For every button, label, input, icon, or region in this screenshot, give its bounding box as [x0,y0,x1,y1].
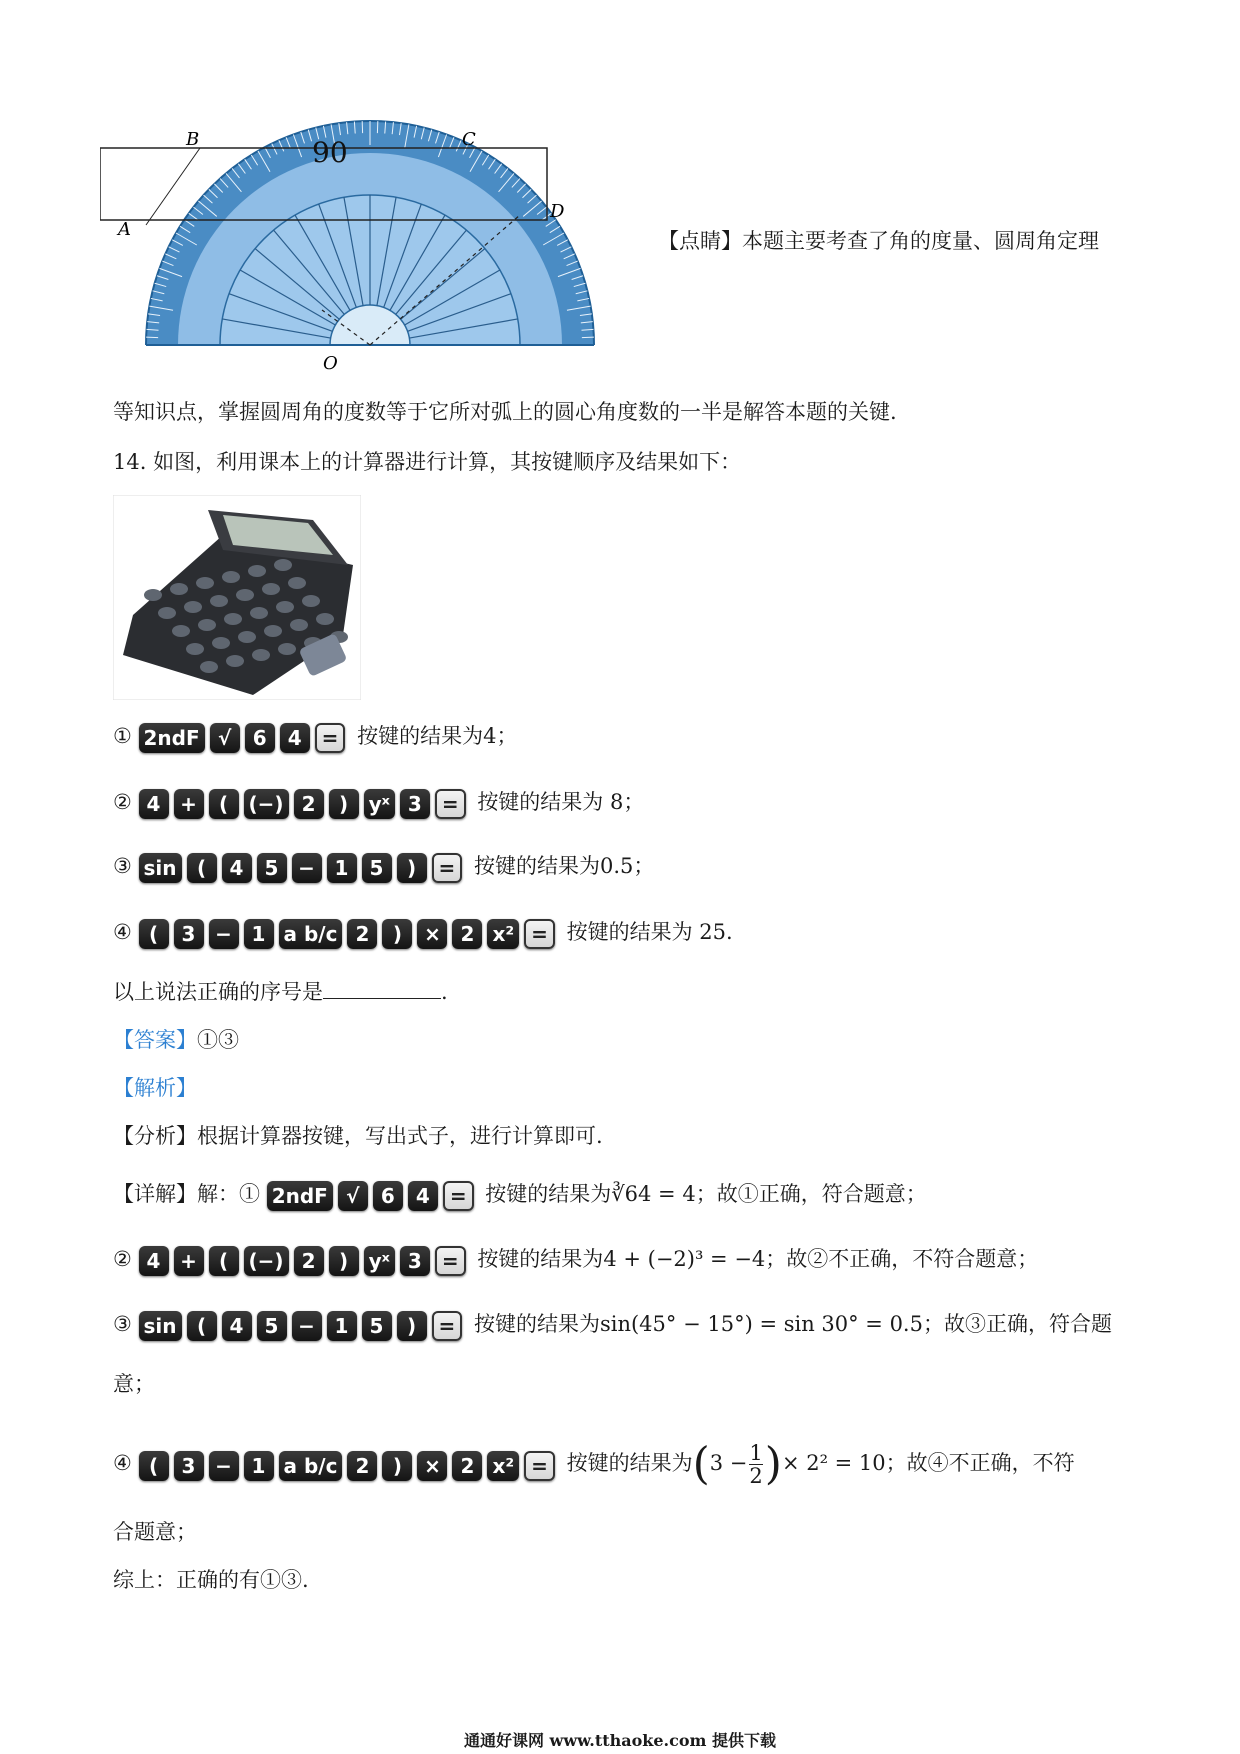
calc-key: ( [187,853,217,883]
calc-key: 3 [400,1246,430,1276]
xiangjie-expr-2: 4 + (−2)³ = −4 [603,1247,766,1271]
calc-key: 1 [327,853,357,883]
calc-key: 1 [327,1311,357,1341]
calc-key: 4 [139,789,169,819]
calc-key: = [435,789,466,819]
xiangjie-line4 [113,1435,1075,1493]
calc-key: yˣ [364,789,395,819]
calc-key: = [524,919,555,949]
label-A: A [118,219,131,240]
xiangjie-label: 【详解】解：① [113,1182,260,1206]
protractor-90-label: 90 [312,136,348,169]
calc-key: ) [397,1311,427,1341]
calc-key: = [524,1451,555,1481]
calc-key: 2 [294,1246,324,1276]
calc-key: = [315,723,346,753]
item-1-result: 按键的结果为4； [357,724,518,748]
calc-key: 2 [294,789,324,819]
calc-key: yˣ [364,1246,395,1276]
calc-key: 5 [362,853,392,883]
analysis-label: 【解析】 [113,1076,197,1100]
dianjing-line2: 等知识点，掌握圆周角的度数等于它所对弧上的圆心角度数的一半是解答本题的关键. [113,400,897,424]
xiangjie-post-4: × 2² = 10 [781,1451,886,1475]
calc-key: 2 [452,1451,482,1481]
xiangjie-num-2: ② [113,1247,132,1271]
summary-line: 综上：正确的有①③. [113,1568,309,1592]
calc-key: 5 [362,1311,392,1341]
calc-key: ) [329,789,359,819]
calc-key: − [209,919,239,949]
page-footer: 通通好课网 www.tthaoke.com 提供下载 [463,1731,777,1750]
calc-key: ) [382,1451,412,1481]
item-2 [113,788,644,819]
xiangjie-pre-4: 3 − [709,1451,748,1475]
calc-key: 4 [222,1311,252,1341]
calc-key: 3 [174,919,204,949]
calc-key: √ [338,1181,368,1211]
calc-key: 2ndF [267,1181,333,1211]
xiangjie-keys-3 [139,1310,468,1341]
calc-key: 1 [244,1451,274,1481]
calc-key: ( [139,919,169,949]
calc-key: 6 [373,1181,403,1211]
calc-key: ) [382,919,412,949]
item-3 [113,852,654,883]
calc-key: = [432,1311,463,1341]
calc-key: 1 [244,919,274,949]
calc-key: 4 [139,1246,169,1276]
calc-key: sin [139,1311,182,1341]
calc-key: ) [397,853,427,883]
calculator-photo-icon [113,495,361,700]
xiangjie-mid-3: 按键的结果为 [473,1312,600,1336]
item-2-result: 按键的结果为 8； [477,790,645,814]
answer-label: 【答案】 [113,1028,197,1052]
calc-key: 4 [280,723,310,753]
item-3-num: ③ [113,854,132,878]
calc-key: + [174,1246,204,1276]
item-2-num: ② [113,790,132,814]
calc-key: 3 [174,1451,204,1481]
q14-stem: 14. 如图，利用课本上的计算器进行计算，其按键顺序及结果如下： [113,450,742,474]
calc-key: − [209,1451,239,1481]
item-4-result: 按键的结果为 25. [566,920,733,944]
calc-key: × [417,1451,447,1481]
xiangjie-line1 [113,1180,927,1211]
calc-key: 2ndF [139,723,205,753]
xiangjie-mid-2: 按键的结果为 [477,1247,604,1271]
item-3-result: 按键的结果为0.5； [473,854,655,878]
item-1-keys [139,722,351,753]
answer-value: ①③ [197,1028,239,1052]
item-1-num: ① [113,724,132,748]
calc-key: √ [210,723,240,753]
calc-key: 5 [257,1311,287,1341]
fenxi-line: 【分析】根据计算器按键，写出式子，进行计算即可. [113,1124,603,1148]
label-D: D [550,201,565,222]
calc-key: x² [487,1451,519,1481]
xiangjie-num-3: ③ [113,1312,132,1336]
calc-key: 2 [452,919,482,949]
xiangjie-end-2: ；故②不正确，不符合题意； [765,1247,1039,1271]
xiangjie-expr-3: sin(45° − 15°) = sin 30° = 0.5 [599,1312,923,1336]
calc-key: a b/c [279,919,343,949]
calc-key: 4 [222,853,252,883]
right-paren: ) [764,1438,782,1490]
xiangjie-end-3: ；故③正确，符合题 [922,1312,1112,1336]
xiangjie-line3 [113,1310,1112,1341]
xiangjie-end-4: ；故④不正确，不符 [885,1451,1075,1475]
question-suffix: . [441,980,448,1004]
calc-key: − [292,1311,322,1341]
frac-den: 2 [749,1464,763,1488]
xiangjie-mid-4: 按键的结果为 [566,1451,693,1475]
label-B: B [186,129,200,150]
question-prefix: 以上说法正确的序号是 [113,980,323,1004]
calc-key: 5 [257,853,287,883]
calc-key: x² [487,919,519,949]
calc-key: ( [139,1451,169,1481]
xiangjie-expr-1: ∛64 = 4 [611,1182,696,1206]
calc-key: 6 [245,723,275,753]
calc-key: = [435,1246,466,1276]
xiangjie-line3-wrap: 意； [113,1372,155,1396]
answer-blank [323,978,441,999]
calc-key: a b/c [279,1451,343,1481]
item-4 [113,918,733,949]
item-4-keys [139,918,560,949]
calc-key: 2 [347,919,377,949]
calc-key: + [174,789,204,819]
xiangjie-line4-wrap: 合题意； [113,1520,197,1544]
protractor-diagram [100,105,660,375]
item-2-keys [139,788,471,819]
xiangjie-line2 [113,1245,1038,1276]
calc-key: × [417,919,447,949]
label-O: O [323,353,338,374]
calc-key: ) [329,1246,359,1276]
calc-key: = [432,853,463,883]
item-1 [113,722,517,753]
question-blank-line [113,978,448,1006]
xiangjie-keys-1 [267,1180,479,1211]
frac-num: 1 [749,1441,763,1465]
answer-line [113,1026,239,1054]
xiangjie-mid-1: 按键的结果为 [485,1182,612,1206]
calc-key: 2 [347,1451,377,1481]
calc-key: sin [139,853,182,883]
calc-key: ( [209,1246,239,1276]
calc-key: (−) [244,789,289,819]
calc-key: 3 [400,789,430,819]
calc-key: ( [209,789,239,819]
xiangjie-num-4: ④ [113,1451,132,1475]
fraction-one-half [749,1442,762,1487]
left-paren: ( [692,1438,710,1490]
xiangjie-keys-2 [139,1245,471,1276]
label-C: C [462,129,476,150]
calc-key: = [443,1181,474,1211]
xiangjie-end-1: ；故①正确，符合题意； [695,1182,927,1206]
xiangjie-keys-4 [139,1437,560,1493]
calc-key: 4 [408,1181,438,1211]
dianjing-line1: 【点睛】本题主要考查了角的度量、圆周角定理 [658,229,1099,253]
calc-key: (−) [244,1246,289,1276]
calc-key: − [292,853,322,883]
item-3-keys [139,852,468,883]
calc-key: ( [187,1311,217,1341]
item-4-num: ④ [113,920,132,944]
